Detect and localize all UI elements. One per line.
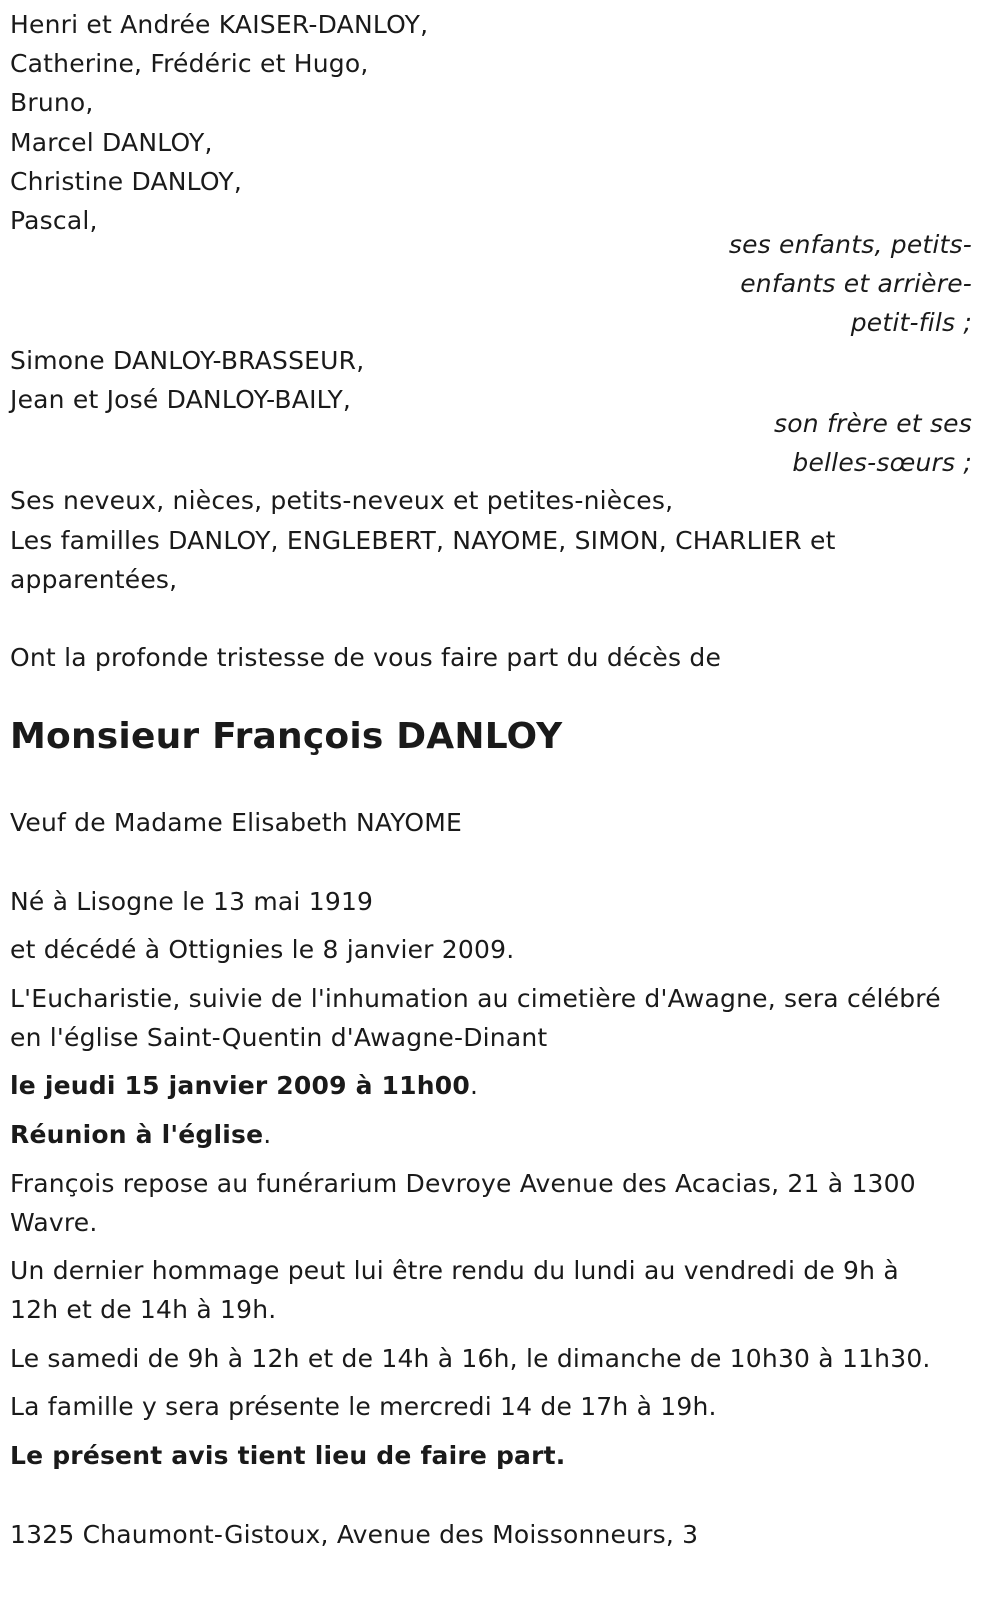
meeting-line [10,1115,271,1155]
ceremony-line-2: en l'église Saint-Quentin d'Awagne-Dinant [10,1023,548,1052]
birth-text: Né à Lisogne le 13 mai 1919 [10,887,374,916]
family-presence: La famille y sera présente le mercredi 14 de 17h à 19h. [10,1392,717,1421]
announcement-text: Ont la profonde tristesse de vous faire part du décès de [10,643,722,672]
relation-2-line-1: son frère et ses [774,409,972,438]
family-line-6: Pascal, [10,206,98,235]
family-line-7: Simone DANLOY-BRASSEUR, [10,346,365,375]
ceremony-date-period: . [469,1071,479,1100]
family-line-5: Christine DANLOY, [10,167,243,196]
widower-text: Veuf de Madame Elisabeth NAYOME [10,808,462,837]
meeting-text: Réunion à l'église [10,1120,264,1149]
family-line-2: Catherine, Frédéric et Hugo, [10,49,369,78]
hours-weekdays-line-1: Un dernier hommage peut lui être rendu du lundi au vendredi de 9h à [10,1256,899,1285]
family-line-1: Henri et Andrée KAISER-DANLOY, [10,10,429,39]
notice-text: Le présent avis tient lieu de faire part. [10,1441,566,1470]
funeral-home-line-2: Wavre. [10,1208,98,1237]
address-text: 1325 Chaumont-Gistoux, Avenue des Moissonneurs, 3 [10,1520,699,1549]
deceased-name: Monsieur François DANLOY [10,716,563,757]
ceremony-date: le jeudi 15 janvier 2009 à 11h00 [10,1071,470,1100]
funeral-home-line-1: François repose au funérarium Devroye Avenue des Acacias, 21 à 1300 [10,1169,916,1198]
family-line-9: Ses neveux, nièces, petits-neveux et petites-nièces, [10,486,674,515]
ceremony-date-line [10,1066,478,1106]
family-line-8: Jean et José DANLOY-BAILY, [10,385,352,414]
death-text: et décédé à Ottignies le 8 janvier 2009. [10,935,515,964]
family-line-11: apparentées, [10,565,178,594]
ceremony-line-1: L'Eucharistie, suivie de l'inhumation au cimetière d'Awagne, sera célébré [10,984,941,1013]
family-line-10: Les familles DANLOY, ENGLEBERT, NAYOME, SIMON, CHARLIER et [10,526,836,555]
relation-1-line-2: enfants et arrière- [740,269,972,298]
family-line-3: Bruno, [10,88,94,117]
relation-2-line-2: belles-sœurs ; [792,448,972,477]
relation-1-line-1: ses enfants, petits- [728,230,972,259]
meeting-period: . [263,1120,272,1149]
family-line-4: Marcel DANLOY, [10,128,213,157]
hours-weekdays-line-2: 12h et de 14h à 19h. [10,1295,277,1324]
hours-weekend: Le samedi de 9h à 12h et de 14h à 16h, le dimanche de 10h30 à 11h30. [10,1344,931,1373]
relation-1-line-3: petit-fils ; [850,308,972,337]
